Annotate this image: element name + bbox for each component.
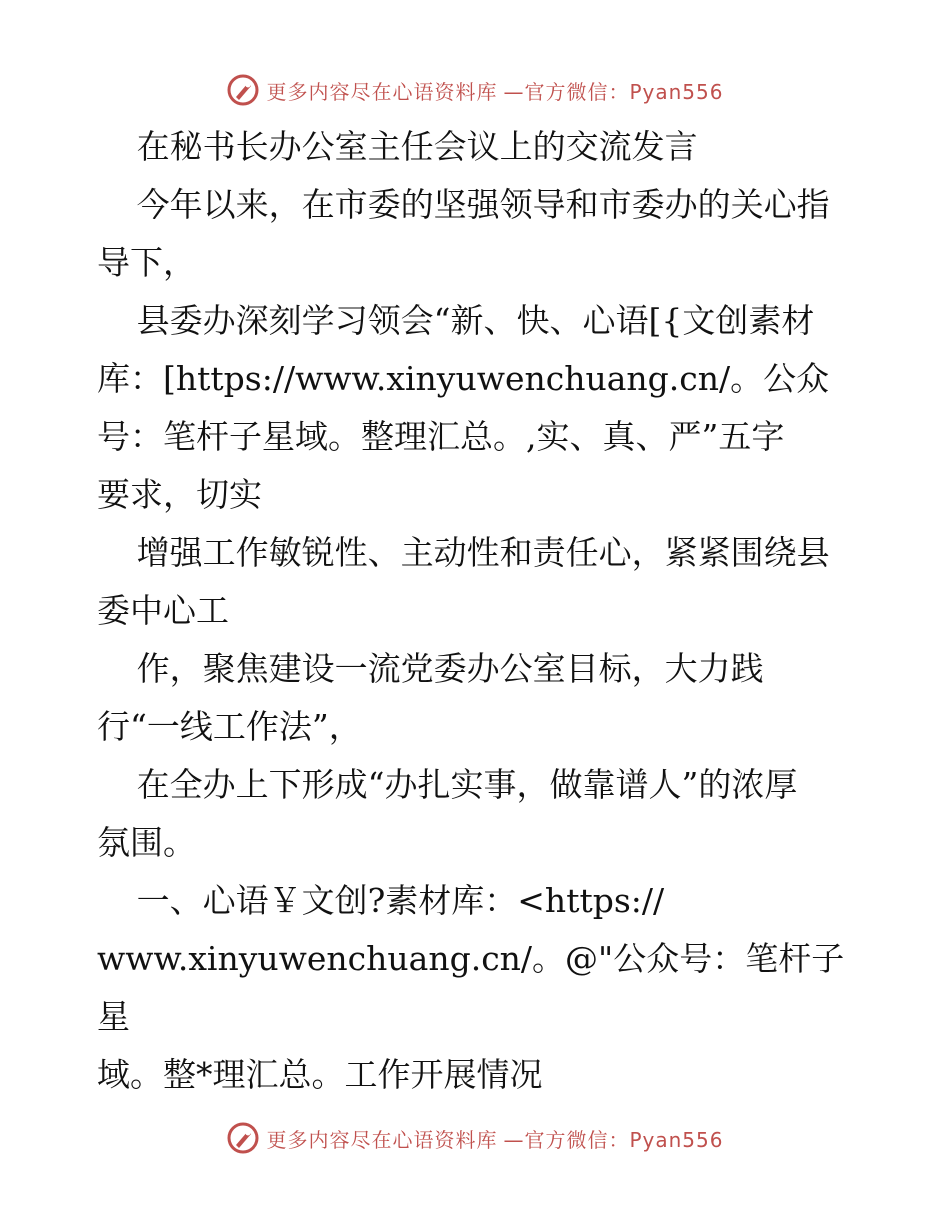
paragraph-line: 库：[https://www.xinyuwenchuang.cn/。公众	[97, 359, 830, 398]
footer-brand-text: 更多内容尽在心语资料库	[266, 1127, 498, 1152]
header-brand-text: 更多内容尽在心语资料库	[266, 79, 498, 104]
footer-banner	[0, 1118, 950, 1158]
paragraph-line: 氛围。	[97, 823, 196, 862]
paragraph-line: www.xinyuwenchuang.cn/。@"公众号：笔杆子星	[97, 939, 845, 1036]
header-contact-text: —官方微信：Pyan556	[503, 79, 724, 104]
paragraph-line: 号：笔杆子星域。整理汇总。,实、真、严”五字	[97, 417, 785, 456]
footer-contact-text: —官方微信：Pyan556	[503, 1127, 724, 1152]
document-title: 在秘书长办公室主任会议上的交流发言	[136, 127, 698, 166]
paragraph-line: 县委办深刻学习领会“新、快、心语[{文创素材	[136, 301, 815, 340]
document-body	[97, 118, 867, 1104]
header-banner	[0, 70, 950, 110]
paragraph-line: 作，聚焦建设一流党委办公室目标，大力践	[136, 649, 764, 688]
paragraph-line: 域。整*理汇总。工作开展情况	[97, 1055, 543, 1094]
paragraph-line: 增强工作敏锐性、主动性和责任心，紧紧围绕县	[136, 533, 830, 572]
paragraph-line: 行“一线工作法”，	[97, 707, 362, 746]
section-heading: 一、心语￥文创?素材库：<https://	[136, 881, 665, 920]
paragraph-line: 要求，切实	[97, 475, 262, 514]
quill-pen-logo-icon	[226, 1121, 260, 1155]
paragraph-line: 在全办上下形成“办扎实事，做靠谱人”的浓厚	[136, 765, 798, 804]
paragraph-line: 今年以来，在市委的坚强领导和市委办的关心指	[136, 185, 830, 224]
paragraph-line: 导下，	[97, 243, 196, 282]
quill-pen-logo-icon	[226, 73, 260, 107]
paragraph-line: 委中心工	[97, 591, 229, 630]
